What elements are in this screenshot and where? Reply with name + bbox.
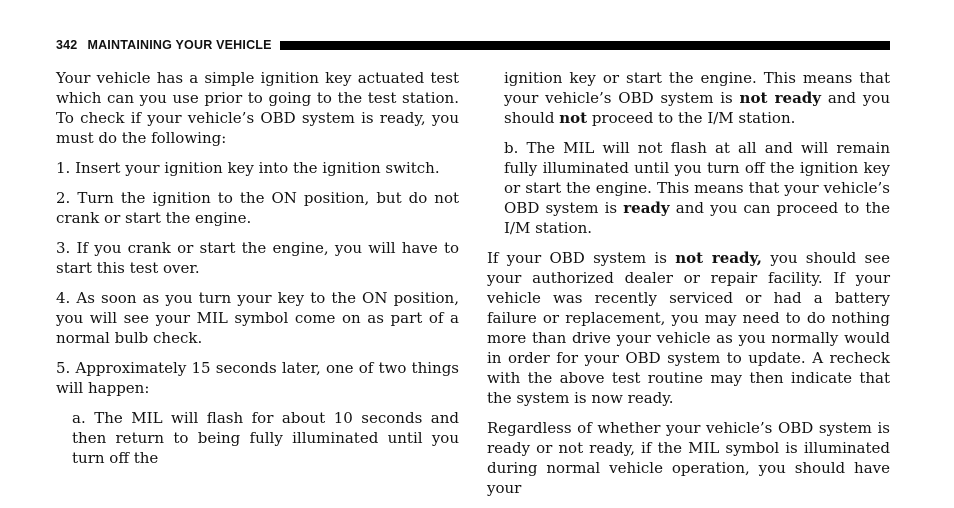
item-b-text-2: and you can proceed to the I/M station.: [504, 199, 890, 237]
section-title: MAINTAINING YOUR VEHICLE: [87, 38, 272, 52]
item-a-bold-1: not ready: [739, 89, 822, 107]
para1-text-2: you should see your authorized dealer or repair facility. If your vehicle was recently serviced or had a battery failure or replacement, you may need to do nothing more than drive your vehicle as you normally would in order for your OBD system to update. A recheck with the above test routine may then indicate that the system is now ready.: [487, 249, 891, 407]
left-column: [56, 68, 459, 478]
para1-text-1: If your OBD system is: [487, 249, 676, 267]
step-5: 5. Approximately 15 seconds later, one of two things will happen:: [56, 359, 459, 397]
page-number: 342: [56, 38, 78, 52]
item-b-text-1: b. The MIL will not flash at all and will remain fully illuminated until you turn off the ignition key or start the engine. This means that your vehicle’s OBD system is: [504, 139, 890, 217]
header-rule: [280, 41, 890, 50]
step-4: 4. As soon as you turn your key to the ON position, you will see your MIL symbol come on as part of a normal bulb check.: [56, 289, 459, 347]
step-1: 1. Insert your ignition key into the ignition switch.: [56, 159, 440, 177]
regardless-paragraph: Regardless of whether your vehicle’s OBD system is ready or not ready, if the MIL symbol is illuminated during normal vehicle operation, you should have your: [487, 419, 890, 497]
item-a-bold-2: not: [559, 109, 588, 127]
item-b-bold: ready: [623, 199, 670, 217]
item-a-text-3: proceed to the I/M station.: [587, 109, 796, 127]
item-a: a. The MIL will flash for about 10 seconds and then return to being fully illuminated until you turn off the: [72, 409, 459, 467]
item-a-text-1: ignition key or start the engine. This means that your vehicle’s OBD system is: [504, 69, 890, 107]
para1-bold: not ready,: [675, 249, 762, 267]
not-ready-paragraph: [487, 248, 890, 408]
item-b: [504, 138, 890, 238]
right-column: [487, 68, 890, 508]
step-3: 3. If you crank or start the engine, you will have to start this test over.: [56, 239, 459, 277]
step-2: 2. Turn the ignition to the ON position, but do not crank or start the engine.: [56, 189, 459, 227]
page-header: [56, 38, 890, 52]
item-a-text-2: and you should: [504, 89, 890, 127]
item-a-continued: [504, 68, 890, 128]
intro-paragraph: Your vehicle has a simple ignition key actuated test which can you use prior to going to the test station. To check if your vehicle’s OBD system is ready, you must do the following:: [56, 69, 459, 147]
